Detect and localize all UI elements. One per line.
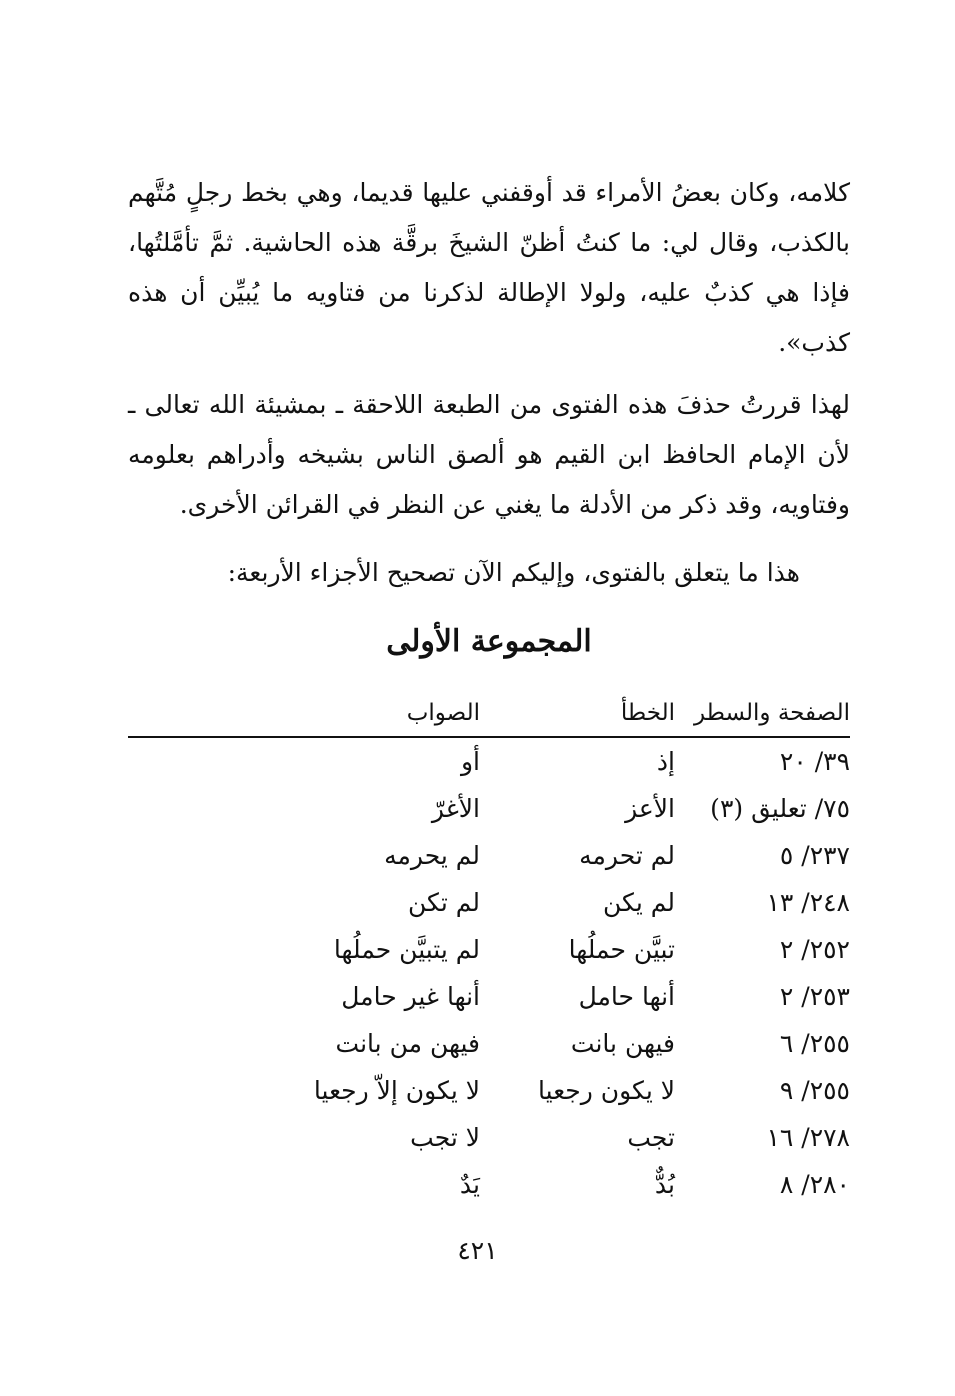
- page-body: [128, 168, 850, 1208]
- paragraph-quote: كلامه، وكان بعضُ الأمراء قد أوقفني عليها قديما، وهي بخط رجلٍ مُتَّهم بالكذب، وقال لي: ما كنتُ أظنّ الشيخَ برقَّة هذه الحاشية. ثمَّ تأمَّلتُها، فإذا هي كذبٌ عليه، ولولا الإطالة لذكرنا من فتاويه ما يُبيِّن أن هذه كذب».: [128, 178, 850, 357]
- cell-page-line: ٢٨٠/ ٨: [779, 1170, 850, 1199]
- table-row: [128, 973, 850, 1020]
- cell-wrong: لا يكون رجعيا: [538, 1076, 675, 1105]
- cell-wrong: تجب: [627, 1123, 675, 1152]
- cell-page-line: ٢٧٨/ ١٦: [766, 1123, 850, 1152]
- table-row: [128, 926, 850, 973]
- table-header: [128, 690, 850, 738]
- cell-page-line: ٧٥/ تعليق (٣): [710, 794, 850, 823]
- cell-correct: لم تكن: [408, 888, 480, 917]
- errata-table: [128, 690, 850, 1208]
- header-correct: الصواب: [406, 700, 480, 726]
- table-row: [128, 879, 850, 926]
- paragraph-decision: لهذا قررتُ حذفَ هذه الفتوى من الطبعة اللاحقة ـ بمشيئة الله تعالى ـ لأن الإمام الحافظ ابن القيم هو ألصق الناس بشيخه وأدراهم بعلومه وفتاويه، وقد ذكر من الأدلة ما يغني عن النظر في القرائن الأخرى.: [128, 390, 850, 519]
- cell-page-line: ٣٩/ ٢٠: [779, 747, 850, 776]
- cell-page-line: ٢٥٥/ ٦: [779, 1029, 850, 1058]
- table-row: [128, 1114, 850, 1161]
- cell-correct: لا تجب: [410, 1123, 480, 1152]
- cell-page-line: ٢٥٥/ ٩: [779, 1076, 850, 1105]
- cell-wrong: بُدٌّ: [654, 1170, 675, 1199]
- header-wrong: الخطأ: [620, 700, 675, 726]
- cell-correct: لم يتبيَّن حملُها: [333, 935, 480, 964]
- cell-correct: أو: [460, 747, 480, 776]
- cell-wrong: لم تحرمه: [579, 841, 675, 870]
- cell-wrong: الأعز: [625, 794, 675, 823]
- cell-correct: يَدٌ: [459, 1170, 480, 1199]
- table-row: [128, 738, 850, 785]
- cell-page-line: ٢٤٨/ ١٣: [766, 888, 850, 917]
- cell-correct: لم يحرمه: [384, 841, 480, 870]
- cell-wrong: إذ: [656, 747, 675, 776]
- table-row: [128, 1067, 850, 1114]
- cell-page-line: ٢٥٢/ ٢: [779, 935, 850, 964]
- cell-wrong: تبيَّن حملُها: [568, 935, 675, 964]
- cell-correct: لا يكون إلاّ رجعيا: [313, 1076, 480, 1105]
- cell-correct: الأغرّ: [431, 794, 480, 823]
- intro-line: هذا ما يتعلق بالفتوى، وإليكم الآن تصحيح الأجزاء الأربعة:: [227, 558, 800, 587]
- cell-correct: أنها غير حامل: [341, 982, 480, 1011]
- cell-wrong: لم يكن: [603, 888, 675, 917]
- section-title: المجموعة الأولى: [386, 624, 592, 659]
- table-row: [128, 1020, 850, 1067]
- cell-page-line: ٢٥٣/ ٢: [779, 982, 850, 1011]
- cell-page-line: ٢٣٧/ ٥: [779, 841, 850, 870]
- cell-wrong: فيهن بانت: [570, 1029, 675, 1058]
- cell-correct: فيهن من بانت: [335, 1029, 480, 1058]
- header-page-line: الصفحة والسطر: [693, 700, 850, 726]
- table-row: [128, 785, 850, 832]
- table-row: [128, 832, 850, 879]
- cell-wrong: أنها حامل: [578, 982, 675, 1011]
- table-row: [128, 1161, 850, 1208]
- page-number: ٤٢١: [457, 1236, 498, 1265]
